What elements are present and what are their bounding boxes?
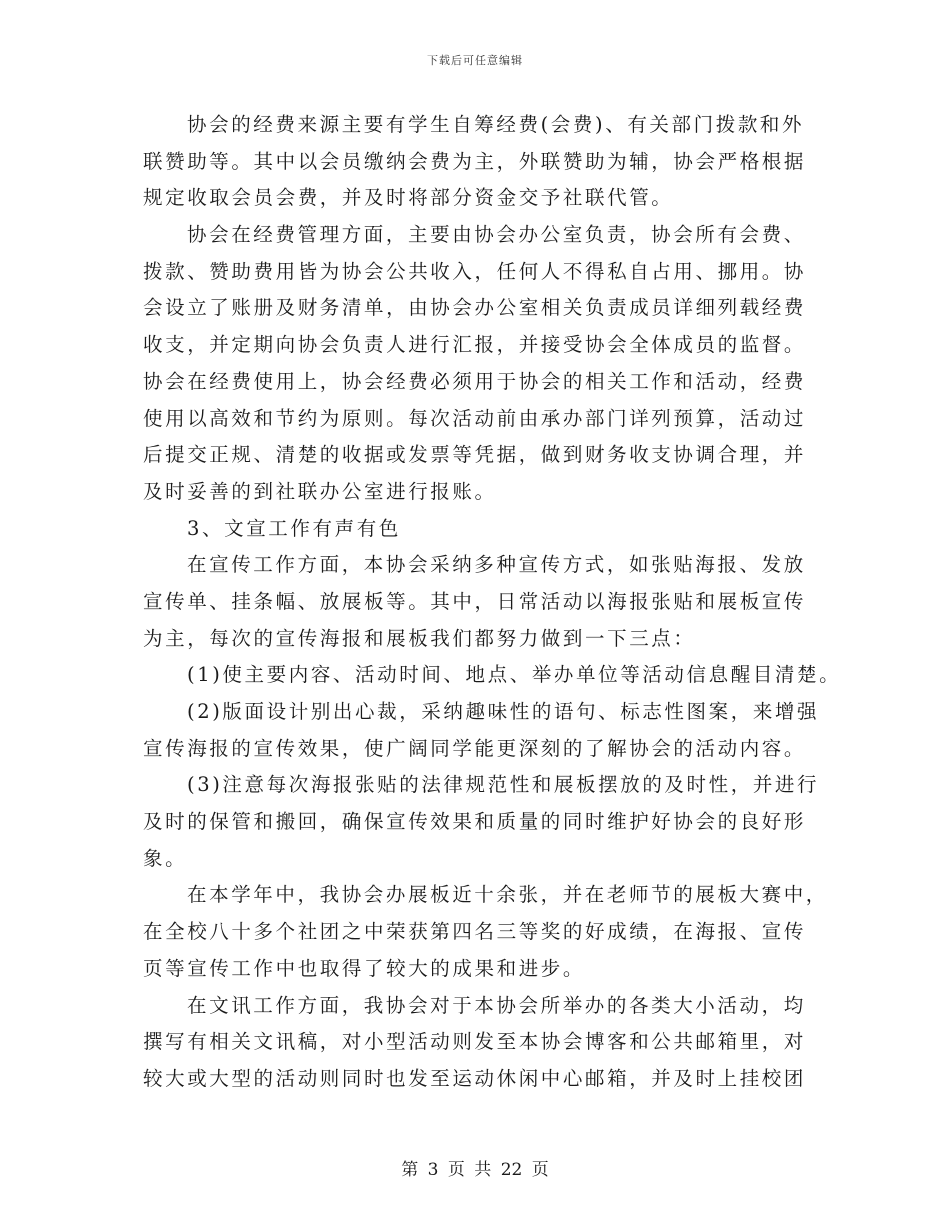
text-line: 收支，并定期向协会负责人进行汇报，并接受协会全体成员的监督。 [143,333,807,357]
text-line: 宣传海报的宣传效果，使广阔同学能更深刻的了解协会的活动内容。 [143,736,807,760]
text-line: 协会的经费来源主要有学生自筹经费(会费)、有关部门拨款和外 [187,113,805,136]
text-line: 拨款、赞助费用皆为协会公共收入，任何人不得私自占用、挪用。协 [143,259,807,283]
text-line: 使用以高效和节约为原则。每次活动前由承办部门详列预算，活动过 [143,406,807,430]
text-line: 页等宣传工作中也取得了较大的成果和进步。 [143,956,586,980]
text-line: 及时的保管和搬回，确保宣传效果和质量的同时维护好协会的良好形 [143,810,807,834]
text-line: 协会在经费使用上，协会经费必须用于协会的相关工作和活动，经费 [143,369,807,393]
text-line: 3、文宣工作有声有色 [187,516,401,540]
text-line: 在全校八十多个社团之中荣获第四名三等奖的好成绩，在海报、宣传 [143,920,807,944]
text-line: 为主，每次的宣传海报和展板我们都努力做到一下三点： [143,626,696,650]
text-line: (1)使主要内容、活动时间、地点、举办单位等活动信息醒目清楚。 [187,663,842,687]
document-body [143,107,842,1098]
text-line: 联赞助等。其中以会员缴纳会费为主，外联赞助为辅，协会严格根据 [143,149,807,173]
text-line: 在文讯工作方面，我协会对于本协会所举办的各类大小活动，均 [187,993,806,1017]
text-line: (2)版面设计别出心裁，采纳趣味性的语句、标志性图案，来增强 [187,700,820,723]
text-line: 后提交正规、清楚的收据或发票等凭据，做到财务收支协调合理，并 [143,443,807,467]
text-line: 在本学年中，我协会办展板近十余张，并在老师节的展板大赛中， [187,883,828,907]
page-header: 下载后可任意编辑 [427,54,523,67]
text-line: 象。 [143,846,188,870]
text-line: 在宣传工作方面，本协会采纳多种宣传方式，如张贴海报、发放 [187,553,806,577]
text-line: 撰写有相关文讯稿，对小型活动则发至本协会博客和公共邮箱里，对 [143,1030,807,1054]
page-number-footer: 第 3 页 共 22 页 [401,1160,549,1180]
text-line: (3)注意每次海报张贴的法律规范性和展板摆放的及时性，并进行 [187,773,820,797]
text-line: 规定收取会员会费，并及时将部分资金交予社联代管。 [143,186,674,210]
text-line: 会设立了账册及财务清单，由协会办公室相关负责成员详细列载经费 [143,296,807,320]
text-line: 及时妥善的到社联办公室进行报账。 [143,479,497,503]
text-line: 宣传单、挂条幅、放展板等。其中，日常活动以海报张贴和展板宣传 [143,589,807,613]
text-line: 协会在经费管理方面，主要由协会办公室负责，协会所有会费、 [187,223,806,247]
text-line: 较大或大型的活动则同时也发至运动休闲中心邮箱，并及时上挂校团 [143,1066,807,1090]
